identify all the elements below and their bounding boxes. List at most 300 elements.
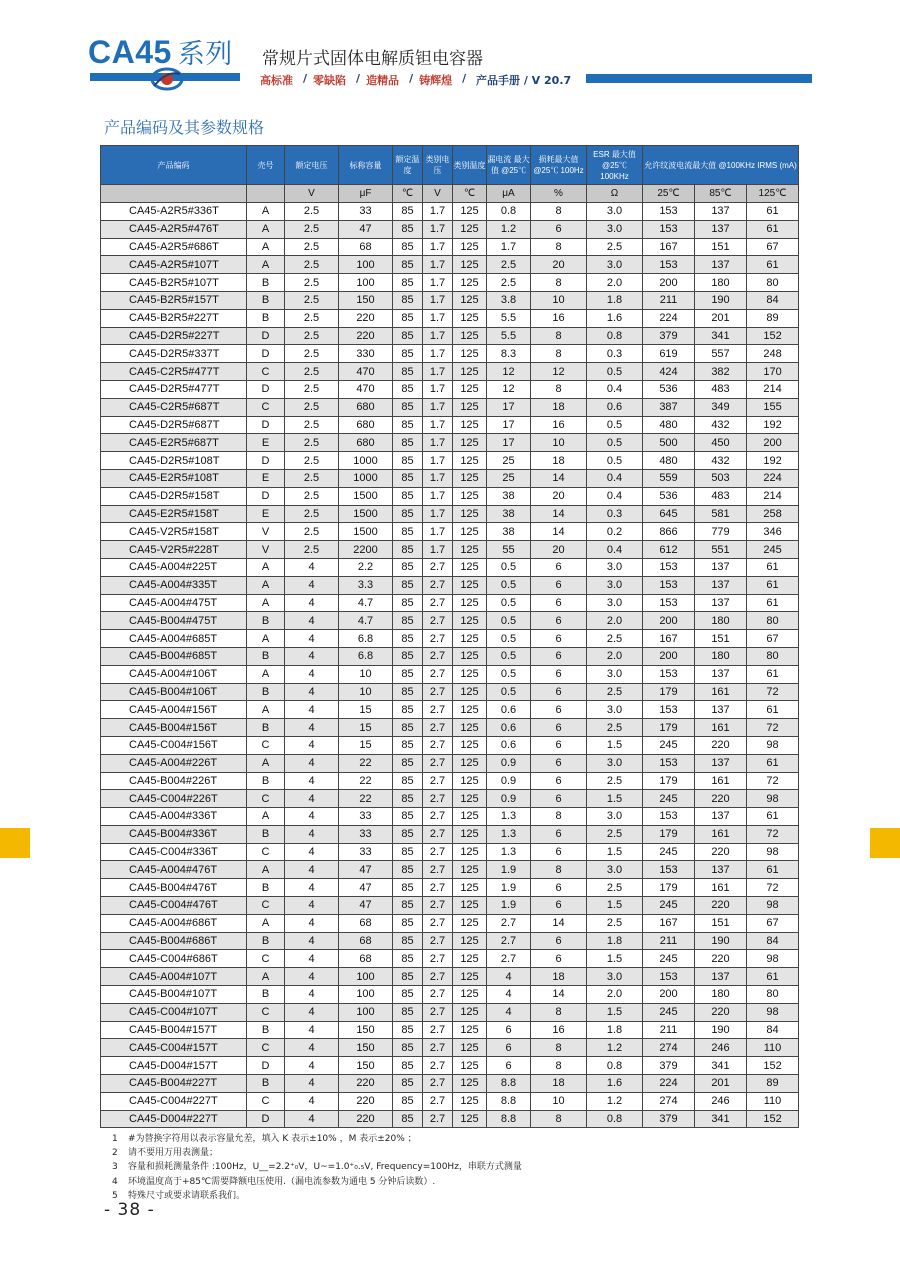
table-row	[101, 825, 799, 843]
table-cell: 483	[695, 487, 747, 505]
note-text: 容量和损耗测量条件 :100Hz，U__=2.2⁺₀V，U~=1.0⁺₀.₅V, Frequency=100Hz，串联方式测量	[128, 1162, 522, 1173]
table-cell: 150	[339, 1039, 393, 1057]
page-title: 常规片式固体电解质钽电容器	[262, 49, 483, 69]
table-cell: 201	[695, 1075, 747, 1093]
table-cell: 1500	[339, 487, 393, 505]
note-number: 1	[112, 1134, 118, 1144]
table-cell: 2.5	[285, 523, 339, 541]
table-cell: 68	[339, 238, 393, 256]
table-cell: 72	[747, 825, 799, 843]
product-code-cell: CA45-A004#107T	[101, 968, 247, 986]
table-cell: 6	[531, 701, 587, 719]
table-cell: V	[247, 523, 285, 541]
table-cell: 61	[747, 594, 799, 612]
table-cell: 98	[747, 950, 799, 968]
table-cell: 190	[695, 291, 747, 309]
table-cell: 61	[747, 576, 799, 594]
table-cell: 125	[453, 238, 487, 256]
table-cell: 85	[393, 416, 423, 434]
table-cell: 85	[393, 754, 423, 772]
table-cell: 14	[531, 986, 587, 1004]
table-row	[101, 772, 799, 790]
table-cell: 33	[339, 808, 393, 826]
table-cell: 25	[487, 452, 531, 470]
table-row	[101, 1075, 799, 1093]
note-number: 4	[112, 1176, 118, 1187]
table-cell: 424	[643, 363, 695, 381]
table-cell: 6	[531, 558, 587, 576]
unit-cell: μA	[487, 185, 531, 203]
product-code-cell: CA45-A004#476T	[101, 861, 247, 879]
table-cell: 2.7	[423, 576, 453, 594]
table-cell: 220	[339, 327, 393, 345]
table-cell: 536	[643, 487, 695, 505]
table-cell: 346	[747, 523, 799, 541]
table-cell: B	[247, 932, 285, 950]
header-row	[101, 146, 799, 185]
unit-cell: ℃	[453, 185, 487, 203]
table-cell: 2.5	[285, 274, 339, 292]
table-cell: A	[247, 701, 285, 719]
table-cell: 2.7	[423, 701, 453, 719]
note-text: #为替换字符用以表示容量允差，填入 K 表示±10% ，M 表示±20% ；	[128, 1134, 417, 1144]
col-header: ESR 最大值 @25℃ 100KHz	[587, 146, 643, 185]
table-cell: 1.8	[587, 1021, 643, 1039]
table-cell: 85	[393, 630, 423, 648]
unit-cell: %	[531, 185, 587, 203]
table-cell: 2.0	[587, 986, 643, 1004]
table-cell: 6	[487, 1021, 531, 1039]
table-row	[101, 1092, 799, 1110]
slogan-1: 高标准	[260, 74, 293, 87]
table-cell: 15	[339, 719, 393, 737]
table-cell: 245	[643, 790, 695, 808]
table-cell: C	[247, 843, 285, 861]
table-cell: 85	[393, 363, 423, 381]
table-cell: 153	[643, 220, 695, 238]
table-cell: 137	[695, 665, 747, 683]
table-cell: 125	[453, 914, 487, 932]
table-cell: 16	[531, 309, 587, 327]
table-cell: 0.5	[487, 647, 531, 665]
table-cell: 4	[285, 630, 339, 648]
table-cell: 98	[747, 843, 799, 861]
table-cell: 4	[285, 1110, 339, 1128]
table-cell: 85	[393, 986, 423, 1004]
table-cell: 125	[453, 256, 487, 274]
product-code-cell: CA45-A2R5#476T	[101, 220, 247, 238]
table-cell: 245	[643, 1003, 695, 1021]
table-cell: 180	[695, 612, 747, 630]
table-cell: 2.7	[487, 914, 531, 932]
table-cell: 85	[393, 968, 423, 986]
table-cell: 0.6	[487, 701, 531, 719]
table-row	[101, 950, 799, 968]
table-cell: 3.0	[587, 808, 643, 826]
table-cell: 1.2	[587, 1092, 643, 1110]
table-cell: 3.8	[487, 291, 531, 309]
table-cell: 125	[453, 345, 487, 363]
product-code-cell: CA45-C004#476T	[101, 897, 247, 915]
unit-cell: 125℃	[747, 185, 799, 203]
table-cell: 14	[531, 523, 587, 541]
product-code-cell: CA45-A004#225T	[101, 558, 247, 576]
table-cell: 17	[487, 416, 531, 434]
series-code: CA45	[88, 34, 172, 70]
table-row	[101, 327, 799, 345]
table-cell: 1.8	[587, 291, 643, 309]
table-cell: 190	[695, 932, 747, 950]
table-cell: A	[247, 558, 285, 576]
table-cell: 125	[453, 719, 487, 737]
table-cell: 167	[643, 630, 695, 648]
table-cell: 22	[339, 772, 393, 790]
table-cell: 0.4	[587, 487, 643, 505]
table-cell: 85	[393, 843, 423, 861]
slogan-3: 造精品	[366, 74, 400, 87]
table-cell: 680	[339, 416, 393, 434]
table-cell: 85	[393, 576, 423, 594]
table-cell: 18	[531, 398, 587, 416]
table-cell: 125	[453, 1003, 487, 1021]
table-cell: 8	[531, 1057, 587, 1075]
table-cell: 2.5	[587, 238, 643, 256]
table-cell: 200	[643, 647, 695, 665]
table-row	[101, 736, 799, 754]
table-cell: 100	[339, 968, 393, 986]
table-cell: 551	[695, 541, 747, 559]
table-cell: 4	[285, 665, 339, 683]
table-cell: 85	[393, 380, 423, 398]
table-cell: 72	[747, 683, 799, 701]
product-code-cell: CA45-A004#226T	[101, 754, 247, 772]
table-cell: 8	[531, 327, 587, 345]
table-cell: 153	[643, 594, 695, 612]
table-cell: 10	[531, 1092, 587, 1110]
table-cell: 4	[285, 1039, 339, 1057]
table-cell: 4	[285, 647, 339, 665]
product-code-cell: CA45-C004#157T	[101, 1039, 247, 1057]
table-cell: 2.7	[487, 932, 531, 950]
table-cell: 379	[643, 1057, 695, 1075]
table-cell: 480	[643, 452, 695, 470]
table-cell: 152	[747, 1057, 799, 1075]
table-cell: 18	[531, 1075, 587, 1093]
product-code-cell: CA45-B004#686T	[101, 932, 247, 950]
table-cell: 0.9	[487, 772, 531, 790]
table-cell: 500	[643, 434, 695, 452]
table-cell: 84	[747, 1021, 799, 1039]
table-cell: 1000	[339, 452, 393, 470]
table-cell: C	[247, 1003, 285, 1021]
table-cell: B	[247, 683, 285, 701]
table-cell: 349	[695, 398, 747, 416]
slogan-separator: /	[462, 72, 467, 85]
table-cell: 10	[339, 665, 393, 683]
table-cell: 4	[285, 968, 339, 986]
table-cell: 245	[643, 897, 695, 915]
table-cell: A	[247, 256, 285, 274]
table-cell: 4	[285, 558, 339, 576]
table-cell: 200	[643, 274, 695, 292]
table-cell: 125	[453, 736, 487, 754]
table-cell: 125	[453, 986, 487, 1004]
table-cell: 224	[643, 1075, 695, 1093]
note-item	[112, 1175, 522, 1189]
table-cell: 20	[531, 256, 587, 274]
table-cell: 387	[643, 398, 695, 416]
series-cn: 系列	[177, 39, 233, 70]
table-cell: 125	[453, 558, 487, 576]
product-code-cell: CA45-B2R5#107T	[101, 274, 247, 292]
table-cell: 4	[487, 1003, 531, 1021]
table-cell: 2.5	[285, 541, 339, 559]
table-cell: 8	[531, 808, 587, 826]
table-cell: 85	[393, 950, 423, 968]
table-cell: 85	[393, 434, 423, 452]
product-code-cell: CA45-B004#476T	[101, 879, 247, 897]
table-cell: 167	[643, 914, 695, 932]
table-row	[101, 914, 799, 932]
product-code-cell: CA45-A2R5#107T	[101, 256, 247, 274]
table-cell: 85	[393, 808, 423, 826]
table-cell: 153	[643, 968, 695, 986]
table-cell: 2.7	[423, 719, 453, 737]
table-cell: A	[247, 576, 285, 594]
table-cell: 125	[453, 968, 487, 986]
table-cell: 85	[393, 274, 423, 292]
table-cell: A	[247, 630, 285, 648]
table-cell: 2.0	[587, 274, 643, 292]
table-cell: 2.7	[423, 932, 453, 950]
table-cell: B	[247, 1075, 285, 1093]
table-cell: 1.7	[423, 345, 453, 363]
table-cell: D	[247, 345, 285, 363]
table-cell: 61	[747, 808, 799, 826]
product-code-cell: CA45-B004#157T	[101, 1021, 247, 1039]
table-cell: 4	[285, 1075, 339, 1093]
slogan-4: 铸辉煌	[419, 74, 453, 87]
table-cell: 137	[695, 754, 747, 772]
table-row	[101, 274, 799, 292]
table-cell: 33	[339, 825, 393, 843]
product-code-cell: CA45-A004#336T	[101, 808, 247, 826]
table-cell: 258	[747, 505, 799, 523]
table-cell: 85	[393, 861, 423, 879]
table-cell: 2.5	[587, 630, 643, 648]
table-cell: 61	[747, 203, 799, 221]
table-cell: 680	[339, 434, 393, 452]
table-cell: 85	[393, 701, 423, 719]
table-cell: 14	[531, 469, 587, 487]
table-cell: B	[247, 719, 285, 737]
product-code-cell: CA45-C004#107T	[101, 1003, 247, 1021]
table-cell: 1.9	[487, 879, 531, 897]
table-cell: 2.7	[423, 665, 453, 683]
table-cell: 4	[285, 986, 339, 1004]
table-cell: B	[247, 309, 285, 327]
table-cell: 1.7	[423, 274, 453, 292]
table-cell: 2.7	[423, 825, 453, 843]
table-cell: 0.9	[487, 790, 531, 808]
table-cell: 1.7	[423, 309, 453, 327]
product-code-cell: CA45-A004#685T	[101, 630, 247, 648]
product-code-cell: CA45-A004#156T	[101, 701, 247, 719]
table-cell: 0.9	[487, 754, 531, 772]
table-cell: 150	[339, 1057, 393, 1075]
table-cell: 85	[393, 523, 423, 541]
table-cell: 12	[487, 363, 531, 381]
table-cell: 4	[487, 968, 531, 986]
table-cell: 341	[695, 1110, 747, 1128]
table-cell: 1.7	[423, 487, 453, 505]
table-cell: 47	[339, 897, 393, 915]
col-header: 类别温度	[453, 146, 487, 185]
table-cell: 61	[747, 558, 799, 576]
note-item	[112, 1189, 522, 1203]
table-cell: 167	[643, 238, 695, 256]
table-row	[101, 647, 799, 665]
table-cell: 4	[285, 1021, 339, 1039]
note-number: 3	[112, 1162, 118, 1173]
table-cell: 17	[487, 434, 531, 452]
table-cell: 3.0	[587, 203, 643, 221]
table-cell: 14	[531, 505, 587, 523]
table-cell: 33	[339, 203, 393, 221]
table-cell: 61	[747, 256, 799, 274]
col-header: 额定温度	[393, 146, 423, 185]
table-cell: A	[247, 914, 285, 932]
table-cell: 245	[643, 950, 695, 968]
table-cell: 0.6	[587, 398, 643, 416]
table-cell: 153	[643, 701, 695, 719]
table-cell: 84	[747, 932, 799, 950]
table-cell: D	[247, 1110, 285, 1128]
table-cell: B	[247, 612, 285, 630]
unit-cell: 25℃	[643, 185, 695, 203]
table-row	[101, 1021, 799, 1039]
table-cell: 4	[285, 808, 339, 826]
table-cell: 2.5	[587, 772, 643, 790]
table-cell: 22	[339, 754, 393, 772]
product-code-cell: CA45-C2R5#687T	[101, 398, 247, 416]
table-cell: 2.7	[423, 879, 453, 897]
table-cell: 1.6	[587, 309, 643, 327]
table-row	[101, 1110, 799, 1128]
table-cell: 68	[339, 932, 393, 950]
table-cell: 4	[285, 950, 339, 968]
table-cell: B	[247, 986, 285, 1004]
table-cell: 4	[285, 576, 339, 594]
table-cell: 6	[531, 772, 587, 790]
table-cell: 1.7	[423, 291, 453, 309]
table-row	[101, 986, 799, 1004]
table-cell: A	[247, 203, 285, 221]
product-code-cell: CA45-D2R5#477T	[101, 380, 247, 398]
table-cell: 180	[695, 986, 747, 1004]
table-cell: 2.7	[423, 843, 453, 861]
table-cell: 85	[393, 1110, 423, 1128]
table-cell: 125	[453, 505, 487, 523]
table-cell: 125	[453, 416, 487, 434]
note-number: 5	[112, 1190, 118, 1201]
table-cell: 85	[393, 291, 423, 309]
table-cell: 6	[531, 719, 587, 737]
table-cell: 152	[747, 1110, 799, 1128]
table-cell: 2.5	[487, 274, 531, 292]
table-cell: 4	[285, 861, 339, 879]
table-cell: 68	[339, 950, 393, 968]
table-cell: 47	[339, 220, 393, 238]
table-cell: 6	[531, 843, 587, 861]
table-cell: 0.5	[487, 594, 531, 612]
table-cell: 3.0	[587, 576, 643, 594]
table-cell: 2.5	[285, 469, 339, 487]
table-cell: D	[247, 416, 285, 434]
table-cell: 2.7	[487, 950, 531, 968]
slogan-separator: /	[409, 72, 414, 85]
table-cell: 245	[643, 736, 695, 754]
table-cell: 125	[453, 772, 487, 790]
table-cell: 100	[339, 986, 393, 1004]
table-cell: 137	[695, 861, 747, 879]
table-cell: 2.5	[285, 380, 339, 398]
slogan-2: 零缺陷	[313, 74, 347, 87]
table-cell: 6	[531, 879, 587, 897]
table-cell: 153	[643, 203, 695, 221]
table-cell: 1.7	[423, 238, 453, 256]
table-cell: 85	[393, 505, 423, 523]
table-cell: A	[247, 754, 285, 772]
table-cell: A	[247, 594, 285, 612]
table-cell: 1.7	[423, 416, 453, 434]
unit-cell: V	[423, 185, 453, 203]
table-cell: 2.7	[423, 1092, 453, 1110]
table-cell: 125	[453, 808, 487, 826]
product-code-cell: CA45-B004#336T	[101, 825, 247, 843]
table-cell: 8	[531, 861, 587, 879]
table-cell: 4	[285, 754, 339, 772]
table-cell: 85	[393, 452, 423, 470]
table-cell: 155	[747, 398, 799, 416]
product-code-cell: CA45-D2R5#687T	[101, 416, 247, 434]
table-cell: 2.5	[285, 291, 339, 309]
table-cell: 0.2	[587, 523, 643, 541]
table-cell: 6	[531, 647, 587, 665]
table-cell: 98	[747, 736, 799, 754]
side-tab-right	[870, 828, 900, 858]
table-cell: 179	[643, 683, 695, 701]
table-cell: 379	[643, 1110, 695, 1128]
table-cell: 5.5	[487, 327, 531, 345]
product-code-cell: CA45-C004#227T	[101, 1092, 247, 1110]
table-cell: 67	[747, 914, 799, 932]
table-cell: 61	[747, 665, 799, 683]
table-cell: 84	[747, 291, 799, 309]
table-cell: 220	[339, 1092, 393, 1110]
table-cell: 2.7	[423, 1057, 453, 1075]
table-cell: 1.7	[423, 523, 453, 541]
table-cell: 1.5	[587, 843, 643, 861]
table-cell: D	[247, 380, 285, 398]
table-cell: 2.5	[285, 327, 339, 345]
table-cell: 16	[531, 1021, 587, 1039]
slogan-separator: /	[303, 72, 308, 85]
table-cell: 220	[695, 1003, 747, 1021]
table-cell: 137	[695, 594, 747, 612]
table-cell: D	[247, 1057, 285, 1075]
table-cell: 85	[393, 790, 423, 808]
